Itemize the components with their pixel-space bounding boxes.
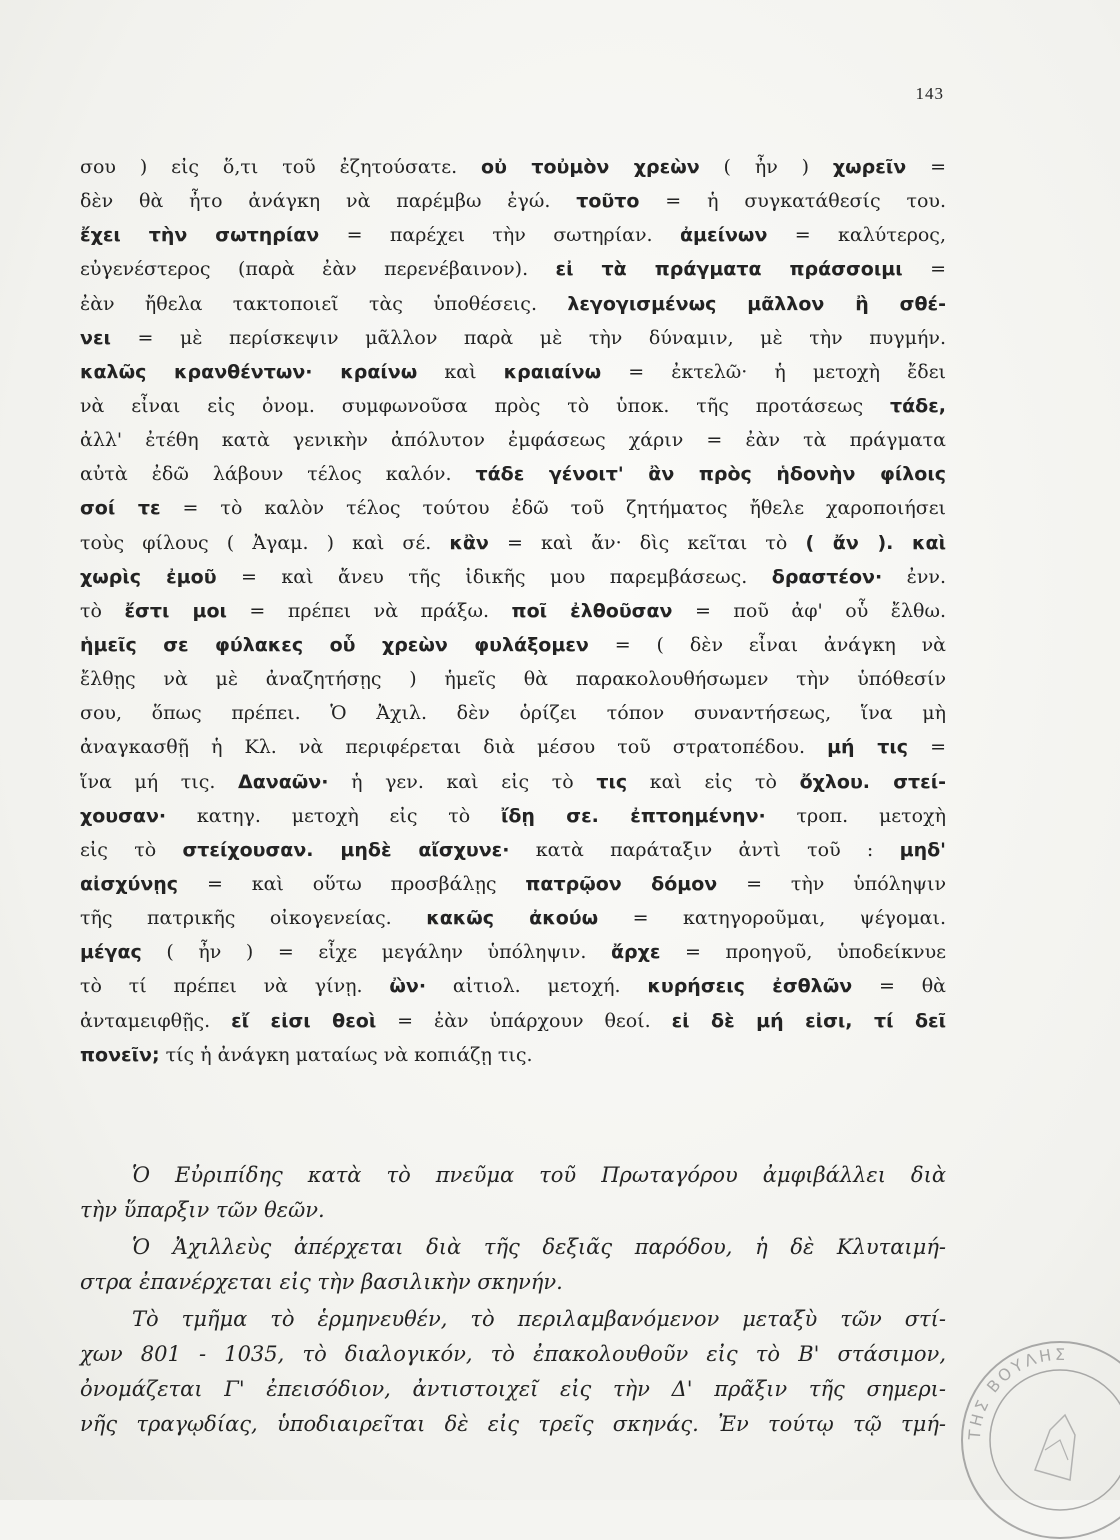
lemma-bold: ἀμείνων — [679, 224, 768, 247]
gloss-text: = ἐὰν ὑπάρχουν θεοί. — [376, 1009, 672, 1032]
note-line: στρα ἐπανέρχεται εἰς τὴν βασιλικὴν σκηνήν. — [80, 1270, 563, 1294]
gloss-text: κατηγ. μετοχὴ εἰς τὸ — [166, 804, 501, 827]
lemma-bold: νει — [80, 326, 111, 349]
lemma-bold: εἴ εἰσι θεοὶ — [231, 1009, 377, 1032]
gloss-text: = παρέχει τὴν σωτηρίαν. — [319, 224, 680, 247]
lemma-bold: ἄρχε — [610, 941, 661, 964]
commentary-line — [80, 833, 946, 867]
commentary-line — [80, 389, 946, 423]
gloss-text: εἰς τὸ — [80, 838, 183, 861]
gloss-text: = καλύτερος, — [767, 224, 946, 247]
gloss-text: = πρέπει νὰ πράξω. — [226, 599, 512, 622]
commentary-line — [80, 321, 946, 355]
gloss-text: τὸ τί πρέπει νὰ γίνῃ. — [80, 975, 390, 998]
lemma-bold: ἔχει τὴν σωτηρίαν — [80, 224, 320, 247]
commentary-line — [80, 628, 946, 662]
lemma-bold: τοῦτο — [576, 190, 640, 213]
commentary-line — [80, 355, 946, 389]
gloss-text: δὲν θὰ ἦτο ἀνάγκη νὰ παρέμβω ἐγώ. — [80, 190, 577, 213]
gloss-text: ἡ γεν. καὶ εἰς τὸ — [328, 770, 597, 793]
commentary-line — [80, 662, 946, 696]
gloss-text: καὶ — [417, 360, 504, 383]
commentary-line — [80, 867, 946, 901]
commentary-line — [80, 594, 946, 628]
commentary-line — [80, 184, 946, 218]
gloss-text: = μὲ περίσκεψιν μᾶλλον παρὰ μὲ τὴν δύναμιν, μὲ τὴν πυγμήν. — [110, 326, 946, 349]
lemma-bold: αἰσχύνῃς — [80, 872, 179, 895]
gloss-text: ἔλθῃς νὰ μὲ ἀναζητήσῃς ) ἡμεῖς θὰ παρακολουθήσωμεν τὴν ὑπόθεσίν — [80, 668, 946, 691]
lemma-bold: κραιαίνω — [503, 360, 602, 383]
commentary-line — [80, 1004, 946, 1038]
commentary-line — [80, 491, 946, 525]
commentary-line — [80, 252, 946, 286]
gloss-text: κατὰ παράταξιν ἀντὶ τοῦ : — [509, 838, 900, 861]
gloss-text: αἰτιολ. μετοχή. — [426, 975, 648, 998]
lemma-bold: ποῖ ἐλθοῦσαν — [511, 599, 673, 622]
lemma-bold: τάδε γένοιτ' ἂν πρὸς ἡδονὴν φίλοις — [475, 463, 946, 486]
lemma-bold: καλῶς κρανθέντων· κραίνω — [80, 360, 418, 383]
note-line: χων 801 - 1035, τὸ διαλογικόν, τὸ ἐπακολουθοῦν εἰς τὸ Β' στάσιμον, — [80, 1342, 946, 1366]
lemma-bold: εἰ δὲ μή εἰσι, τί δεῖ — [671, 1009, 946, 1032]
lemma-bold: ἔστι μοι — [124, 599, 227, 622]
commentary-line — [80, 765, 946, 799]
gloss-text: ( ἦν ) — [699, 156, 833, 178]
gloss-text: ἐνν. — [882, 565, 946, 588]
lemma-bold: χωρὶς ἐμοῦ — [80, 565, 217, 588]
note-line: Ὁ Ἀχιλλεὺς ἀπέρχεται διὰ τῆς δεξιᾶς παρόδου, ἡ δὲ Κλυταιμή- — [132, 1235, 946, 1259]
lemma-bold: ὄχλου. στεί- — [799, 770, 946, 793]
gloss-text: = τὸ καλὸν τέλος τούτου ἐδῶ τοῦ ζητήματος ἤθελε χαροποιήσει — [160, 497, 946, 520]
lemma-bold: τις — [596, 770, 628, 793]
gloss-text: = — [908, 736, 946, 759]
commentary-line — [80, 560, 946, 594]
gloss-text: = ἐκτελῶ· ἡ μετοχὴ ἔδει — [601, 360, 947, 383]
note-line: νῆς τραγῳδίας, ὑποδιαιρεῖται δὲ εἰς τρεῖς σκηνάς. Ἐν τούτῳ τῷ τμή- — [80, 1412, 946, 1436]
gloss-text: εὐγενέστερος (παρὰ ἐὰν περενέβαινον). — [80, 258, 556, 281]
lemma-bold: εἰ τὰ πράγματα πράσσοιμι — [555, 258, 903, 281]
commentary-line — [80, 287, 946, 321]
commentary-line — [80, 457, 946, 491]
note-line: Τὸ τμῆμα τὸ ἑρμηνευθέν, τὸ περιλαμβανόμενον μεταξὺ τῶν στί- — [132, 1307, 946, 1331]
commentary-line — [80, 218, 946, 252]
gloss-text: τροπ. μετοχὴ — [765, 804, 946, 827]
commentary-line — [80, 696, 946, 730]
gloss-text: = θὰ — [852, 975, 946, 998]
lemma-bold: πονεῖν; — [80, 1043, 160, 1066]
gloss-text: = καὶ ἄνευ τῆς ἰδικῆς μου παρεμβάσεως. — [216, 565, 772, 588]
library-stamp — [940, 1320, 1120, 1540]
commentary-line — [80, 1038, 946, 1072]
lemma-bold: λεγογισμένως μᾶλλον ἢ σθέ- — [567, 292, 946, 315]
gloss-text: = — [902, 258, 946, 281]
commentary-line — [80, 526, 946, 560]
lemma-bold: στείχουσαν. μηδὲ αἴσχυνε· — [182, 838, 510, 861]
lemma-bold: σοί τε — [80, 497, 161, 520]
lemma-bold: μέγας — [80, 941, 142, 964]
commentary-text — [80, 150, 946, 1072]
lemma-bold: μή τις — [827, 736, 909, 759]
commentary-line — [80, 423, 946, 457]
gloss-text: αὐτὰ ἐδῶ λάβουν τέλος καλόν. — [80, 463, 476, 486]
note-line: Ὁ Εὐριπίδης κατὰ τὸ πνεῦμα τοῦ Πρωταγόρου ἀμφιβάλλει διὰ — [132, 1163, 946, 1187]
gloss-text: τὸ — [80, 599, 125, 622]
gloss-text: = ( δὲν εἶναι ἀνάγκη νὰ — [588, 633, 946, 656]
lemma-bold: μηδ' — [899, 838, 947, 861]
gloss-text: = ποῦ ἀφ' οὗ ἔλθω. — [672, 599, 946, 622]
note-line: τὴν ὕπαρξιν τῶν θεῶν. — [80, 1198, 325, 1222]
lemma-bold: χωρεῖν — [832, 156, 907, 178]
lemma-bold: κακῶς ἀκούω — [426, 907, 599, 930]
gloss-text: ἀνταμειφθῇς. — [80, 1009, 232, 1032]
gloss-text: ἀλλ' ἐτέθη κατὰ γενικὴν ἀπόλυτον ἐμφάσεως χάριν = ἐὰν τὰ πράγματα — [80, 429, 946, 452]
lemma-bold: ὢν· — [389, 975, 427, 998]
commentary-line — [80, 150, 946, 184]
gloss-text: ἵνα μή τις. — [80, 770, 239, 793]
lemma-bold: πατρῷον δόμον — [525, 872, 718, 895]
lemma-bold: τάδε, — [889, 394, 946, 417]
gloss-text: = καὶ ἄν· δὶς κεῖται τὸ — [488, 531, 806, 554]
gloss-text: νὰ εἶναι εἰς ὀνομ. συμφωνοῦσα πρὸς τὸ ὑποκ. τῆς προτάσεως — [80, 394, 890, 417]
commentary-line — [80, 935, 946, 969]
commentary-line — [80, 901, 946, 935]
lemma-bold: Δαναῶν· — [238, 770, 329, 793]
lemma-bold: ἡμεῖς σε φύλακες οὗ χρεὼν φυλάξομεν — [80, 633, 589, 656]
gloss-text: ἐὰν ἤθελα τακτοποιεῖ τὰς ὑποθέσεις. — [80, 292, 568, 315]
commentary-line — [80, 969, 946, 1003]
lemma-bold: κυρήσεις ἐσθλῶν — [647, 975, 853, 998]
gloss-text: τίς ἡ ἀνάγκη ματαίως νὰ κοπιάζῃ τις. — [159, 1043, 533, 1066]
gloss-text: = προηγοῦ, ὑποδείκνυε — [660, 941, 946, 964]
lemma-bold: κἂν — [449, 531, 489, 554]
stamp-text: ΤΗΣ ΒΟΥΛΗΣ — [964, 1344, 1069, 1441]
gloss-text: = — [906, 156, 946, 178]
lemma-bold: χουσαν· — [80, 804, 167, 827]
italic-notes — [80, 1158, 946, 1442]
note-line: ὀνομάζεται Γ' ἐπεισόδιον, ἀντιστοιχεῖ εἰς τὴν Δ' πρᾶξιν τῆς σημερι- — [80, 1377, 946, 1401]
gloss-text: σου, ὅπως πρέπει. Ὁ Ἀχιλ. δὲν ὁρίζει τόπον συναντήσεως, ἵνα μὴ — [80, 702, 946, 725]
gloss-text: ἀναγκασθῇ ἡ Κλ. νὰ περιφέρεται διὰ μέσου τοῦ στρατοπέδου. — [80, 736, 828, 759]
lemma-bold: οὐ τοὐμὸν χρεὼν — [481, 156, 700, 178]
commentary-line — [80, 799, 946, 833]
gloss-text: = κατηγοροῦμαι, ψέγομαι. — [598, 907, 947, 930]
gloss-text: καὶ εἰς τὸ — [627, 770, 800, 793]
gloss-text: σου ) εἰς ὅ,τι τοῦ ἐζητούσατε. — [80, 156, 482, 178]
gloss-text: ( ἦν ) = εἶχε μεγάλην ὑπόληψιν. — [141, 941, 611, 964]
page-number: 143 — [915, 84, 944, 103]
lemma-bold: ἴδῃ σε. ἐπτοημένην· — [500, 804, 766, 827]
gloss-text: = καὶ οὕτω προσβάλῃς — [178, 872, 526, 895]
gloss-text: τοὺς φίλους ( Ἀγαμ. ) καὶ σέ. — [80, 531, 450, 554]
gloss-text: = τὴν ὑπόληψιν — [717, 872, 946, 895]
lemma-bold: δραστέον· — [771, 565, 883, 588]
gloss-text: τῆς πατρικῆς οἰκογενείας. — [80, 907, 427, 930]
lemma-bold: ( ἄν ). καὶ — [805, 531, 946, 554]
gloss-text: = ἡ συγκατάθεσίς του. — [639, 190, 946, 213]
commentary-line — [80, 730, 946, 764]
